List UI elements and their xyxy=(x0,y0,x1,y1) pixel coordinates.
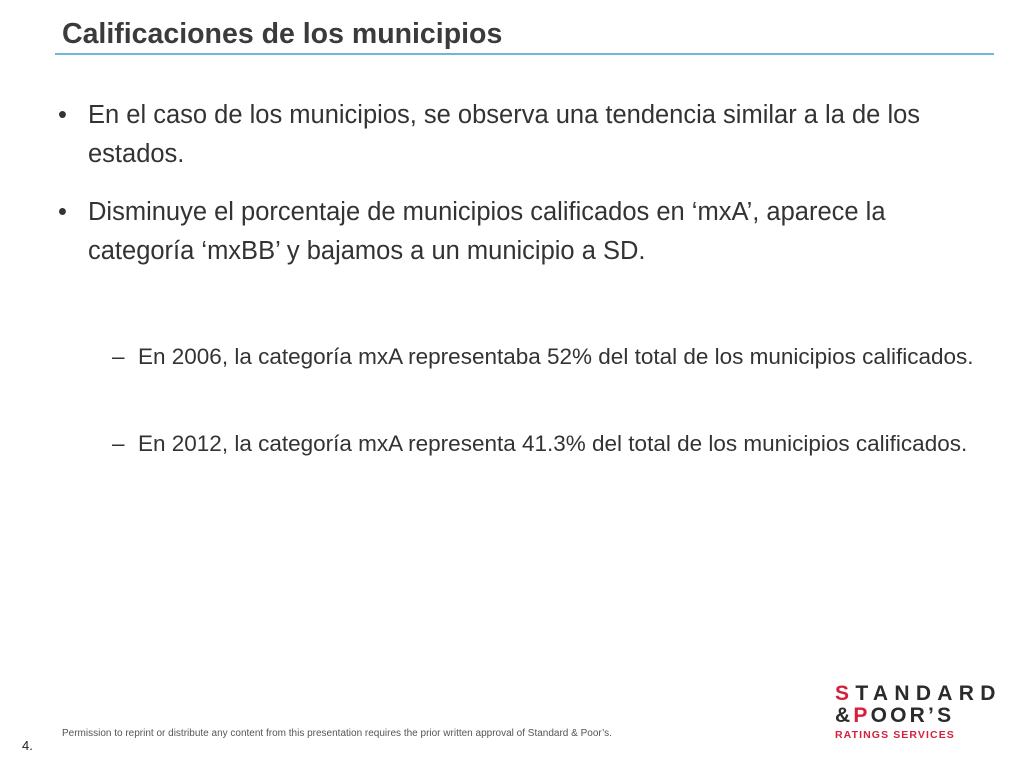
bullet-text: Disminuye el porcentaje de municipios calificados en ‘mxA’, aparece la categoría ‘mxBB’ y bajamos a un municipio a SD. xyxy=(88,198,886,265)
sub-bullet-text: En 2012, la categoría mxA representa 41.3% del total de los municipios calificados. xyxy=(138,431,968,456)
bullet-mark: • xyxy=(58,101,67,129)
bullet-text: En el caso de los municipios, se observa una tendencia similar a la de los estados. xyxy=(88,101,921,168)
title-divider xyxy=(55,53,994,55)
logo-line-ratings-services: RATINGS SERVICES xyxy=(835,729,955,741)
sub-bullet-item xyxy=(112,339,982,375)
sub-bullet-item xyxy=(112,426,982,462)
permission-notice: Permission to reprint or distribute any content from this presentation requires the prior written approval of Standard & Poor’s. xyxy=(62,728,612,739)
sub-bullet-mark: – xyxy=(112,344,125,369)
sub-bullet-text: En 2006, la categoría mxA representaba 52% del total de los municipios calificados. xyxy=(138,344,974,369)
bullet-item xyxy=(58,193,958,271)
bullet-mark: • xyxy=(58,198,67,226)
bullet-item xyxy=(58,96,958,174)
logo-line-standard: STANDARD xyxy=(835,682,1002,705)
standard-and-poors-logo xyxy=(835,682,1002,743)
sub-bullet-mark: – xyxy=(112,431,125,456)
page-number: 4. xyxy=(22,738,33,753)
logo-line-poors: &POOR’S xyxy=(835,704,955,727)
slide-title: Calificaciones de los municipios xyxy=(62,18,503,50)
